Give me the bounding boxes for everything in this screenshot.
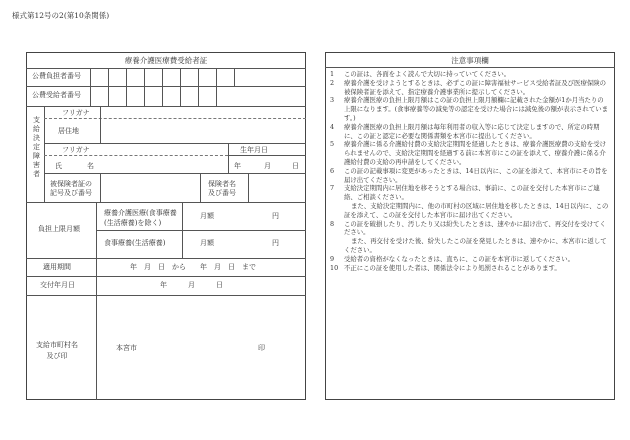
issue-date-value: 年 月 日 <box>160 281 223 289</box>
birth-month-label: 月 <box>264 162 271 170</box>
birthdate-label: 生年月日 <box>240 146 268 154</box>
recipient-side-label: 支給決定障害者 <box>33 116 40 178</box>
note-item: 10 不正にこの証を使用した者は、関係法令により処罰されることがあります。 <box>330 263 561 272</box>
form-number: 様式第12号の2(第10条関係) <box>12 11 110 20</box>
note-item: 1 この証は、各面をよく読んで大切に持っていてください。 <box>330 70 511 78</box>
name-label-1: 氏 <box>55 162 62 170</box>
note-item: 5 療養介護に係る介護給付費の支給決定期間を経過したときは、療養介護医療費の支給を受けられませんので、支給決定期間を経過する前に本宮市にこの証を添えて、療養介護に係る介護給付費の支給の再申請をしてください。 <box>330 140 607 166</box>
limit-medical-yen: 円 <box>272 212 279 220</box>
certificate-title: 療養介護医療費受給者証 <box>124 56 208 65</box>
period-value: 年 月 日 から 年 月 日 まで <box>130 263 256 271</box>
note-item: 9 受給者の資格がなくなったときは、直ちに、この証を本宮市に返してください。 <box>330 254 575 263</box>
limit-medical-label: 療養介護医療(食事療養(生活療養)を除く) <box>104 209 177 227</box>
note-item-continued: また、再交付を受けた後、紛失したこの証を発見したときは、速やかに、本宮市に返してください。 <box>344 237 607 254</box>
limit-label: 負担上限月額 <box>38 225 80 233</box>
issue-date-label: 交付年月日 <box>40 281 75 289</box>
note-item: 7 支給決定期間内に居住地を移そうとする場合は、事前に、この証を交付した本宮市にご連絡、ご相談ください。 <box>330 184 600 202</box>
notes-list <box>330 70 610 272</box>
address-label: 居住地 <box>58 127 79 135</box>
note-item-continued: また、支給決定期間内に、他の市町村の区域に居住地を移したときは、14日以内に、この証を添えて、この証を交付した本宮市に届け出てください。 <box>344 201 609 219</box>
birth-day-label: 日 <box>292 162 299 170</box>
insurer-label: 保険者名 及び番号 <box>208 180 236 197</box>
name-label-2: 名 <box>87 162 94 170</box>
notes-title: 注意事項欄 <box>451 56 489 65</box>
note-item: 4 療養介護医療の負担上限月額は毎年利用者の収入等に応じて決定しますので、所定の時期に、この証と認定に必要な関係書類を本宮市に提出してください。 <box>330 122 600 140</box>
limit-food-label: 食事療養(生活療養) <box>104 239 166 247</box>
birth-year-label: 年 <box>234 162 241 170</box>
limit-medical-month: 月額 <box>200 212 214 220</box>
limit-food-month: 月額 <box>200 239 214 247</box>
insurance-card-label: 被保険者証の 記号及び番号 <box>50 180 92 197</box>
limit-food-yen: 円 <box>272 239 279 247</box>
period-label: 適用期間 <box>43 263 71 271</box>
note-item: 8 この証を破損したり、汚したり又は紛失したときは、速やかに届け出て、再交付を受けてください。 <box>330 219 606 237</box>
municipality-name: 本宮市 <box>116 344 137 352</box>
recipient-number-label: 公費受給者番号 <box>32 91 81 99</box>
note-item: 3 療養介護医療の負担上限月額はこの証の負担上限月額欄に記載された金額が1か月当たりの上限になります。(食事療養等の減免等の認定を受けた場合には減免後の額が表示されています。) <box>330 96 608 122</box>
municipality-label: 支給市町村名 及び印 <box>36 341 78 360</box>
note-item: 2 療養介護を受けようとするときは、必ずこの証に障害福祉サービス受給者証及び医療保険の被保険者証を添えて、指定療養介護事業所に提示してください。 <box>330 78 607 96</box>
furigana-label: フリガナ <box>62 109 90 117</box>
seal-mark: 印 <box>258 344 265 352</box>
furigana-name-label: フリガナ <box>62 146 90 154</box>
note-item: 6 この証の記載事項に変更があったときは、14日以内に、この証を添えて、本宮市にその旨を届け出てください。 <box>330 166 608 184</box>
payer-number-label: 公費負担者番号 <box>32 72 81 80</box>
